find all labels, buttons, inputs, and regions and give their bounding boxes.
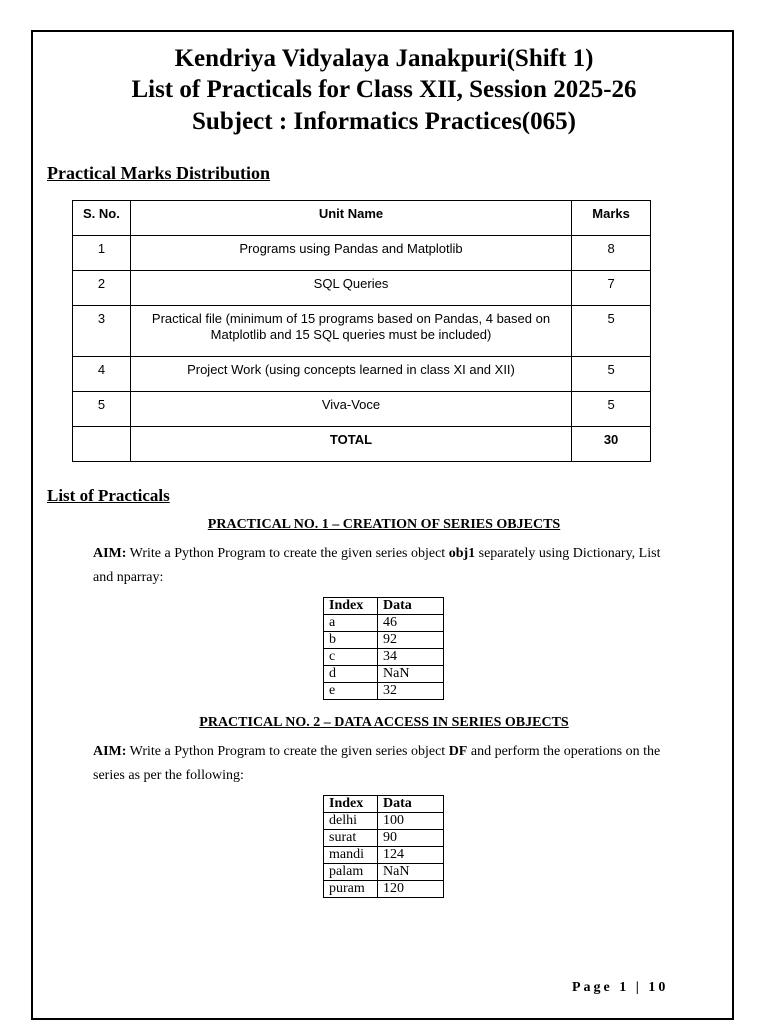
table-row	[324, 864, 444, 881]
cell-marks: 5	[572, 392, 651, 427]
column-header-index: Index	[324, 598, 378, 615]
cell-sno: 3	[73, 306, 131, 357]
cell-index: c	[324, 649, 378, 666]
column-header-sno: S. No.	[73, 201, 131, 236]
cell-sno-empty	[73, 427, 131, 462]
aim-label: AIM:	[93, 744, 127, 759]
table-row	[324, 830, 444, 847]
total-marks: 30	[572, 427, 651, 462]
column-header-index: Index	[324, 796, 378, 813]
cell-data: 46	[378, 615, 444, 632]
cell-data: 120	[378, 881, 444, 898]
table-total-row	[73, 427, 651, 462]
cell-unit: Viva-Voce	[130, 392, 571, 427]
cell-index: e	[324, 683, 378, 700]
column-header-unit: Unit Name	[130, 201, 571, 236]
table-row	[73, 236, 651, 271]
table-row	[324, 683, 444, 700]
cell-marks: 5	[572, 357, 651, 392]
aim-text: and perform the operations on the	[467, 744, 661, 759]
table-row	[73, 306, 651, 357]
practical-1-aim	[93, 541, 725, 566]
cell-data: 92	[378, 632, 444, 649]
column-header-marks: Marks	[572, 201, 651, 236]
cell-sno: 2	[73, 271, 131, 306]
table-row	[73, 392, 651, 427]
column-header-data: Data	[378, 598, 444, 615]
cell-index: palam	[324, 864, 378, 881]
cell-index: delhi	[324, 813, 378, 830]
table-row	[324, 632, 444, 649]
subject-title: Subject : Informatics Practices(065)	[192, 108, 576, 135]
cell-data: 34	[378, 649, 444, 666]
cell-data: 100	[378, 813, 444, 830]
cell-data: NaN	[378, 666, 444, 683]
aim-text: Write a Python Program to create the given series object	[126, 744, 449, 759]
table-row	[324, 881, 444, 898]
practical-2-series-table	[323, 795, 444, 898]
table-row	[324, 847, 444, 864]
cell-index: a	[324, 615, 378, 632]
cell-index: b	[324, 632, 378, 649]
table-row	[324, 649, 444, 666]
cell-sno: 1	[73, 236, 131, 271]
aim-label: AIM:	[93, 546, 127, 561]
cell-unit: Programs using Pandas and Matplotlib	[130, 236, 571, 271]
table-row	[324, 666, 444, 683]
cell-unit: Project Work (using concepts learned in class XI and XII)	[130, 357, 571, 392]
aim-object-name: obj1	[448, 546, 476, 561]
cell-marks: 7	[572, 271, 651, 306]
marks-distribution-heading: Practical Marks Distribution	[47, 163, 270, 183]
total-label: TOTAL	[130, 427, 571, 462]
cell-data: NaN	[378, 864, 444, 881]
table-row	[324, 615, 444, 632]
aim-object-name: DF	[448, 744, 468, 759]
cell-sno: 5	[73, 392, 131, 427]
document-title: List of Practicals for Class XII, Session 2025-26	[131, 76, 637, 103]
school-title: Kendriya Vidyalaya Janakpuri(Shift 1)	[174, 45, 594, 72]
cell-data: 124	[378, 847, 444, 864]
page-number: Page 1 | 10	[572, 980, 669, 995]
cell-data: 90	[378, 830, 444, 847]
cell-marks: 8	[572, 236, 651, 271]
cell-index: puram	[324, 881, 378, 898]
practical-1-series-table	[323, 597, 444, 700]
table-header-row	[324, 598, 444, 615]
aim-text: Write a Python Program to create the given series object	[126, 546, 449, 561]
marks-distribution-table	[72, 200, 651, 462]
aim-text: separately using Dictionary, List	[475, 546, 661, 561]
column-header-data: Data	[378, 796, 444, 813]
table-row	[73, 271, 651, 306]
cell-index: mandi	[324, 847, 378, 864]
cell-index: d	[324, 666, 378, 683]
table-row	[324, 813, 444, 830]
cell-index: surat	[324, 830, 378, 847]
table-header-row	[324, 796, 444, 813]
practical-1-aim-continued: and nparray:	[93, 570, 164, 585]
table-row	[73, 357, 651, 392]
cell-unit: Practical file (minimum of 15 programs based on Pandas, 4 based on Matplotlib and 15 SQL queries must be included)	[130, 306, 571, 357]
table-header-row	[73, 201, 651, 236]
practical-2-heading: PRACTICAL NO. 2 – DATA ACCESS IN SERIES OBJECTS	[199, 715, 569, 730]
cell-marks: 5	[572, 306, 651, 357]
practical-2-aim	[93, 739, 725, 764]
practical-1-heading: PRACTICAL NO. 1 – CREATION OF SERIES OBJECTS	[207, 517, 561, 532]
list-of-practicals-heading: List of Practicals	[47, 486, 170, 505]
cell-unit: SQL Queries	[130, 271, 571, 306]
cell-sno: 4	[73, 357, 131, 392]
practical-2-aim-continued: series as per the following:	[93, 768, 244, 783]
cell-data: 32	[378, 683, 444, 700]
